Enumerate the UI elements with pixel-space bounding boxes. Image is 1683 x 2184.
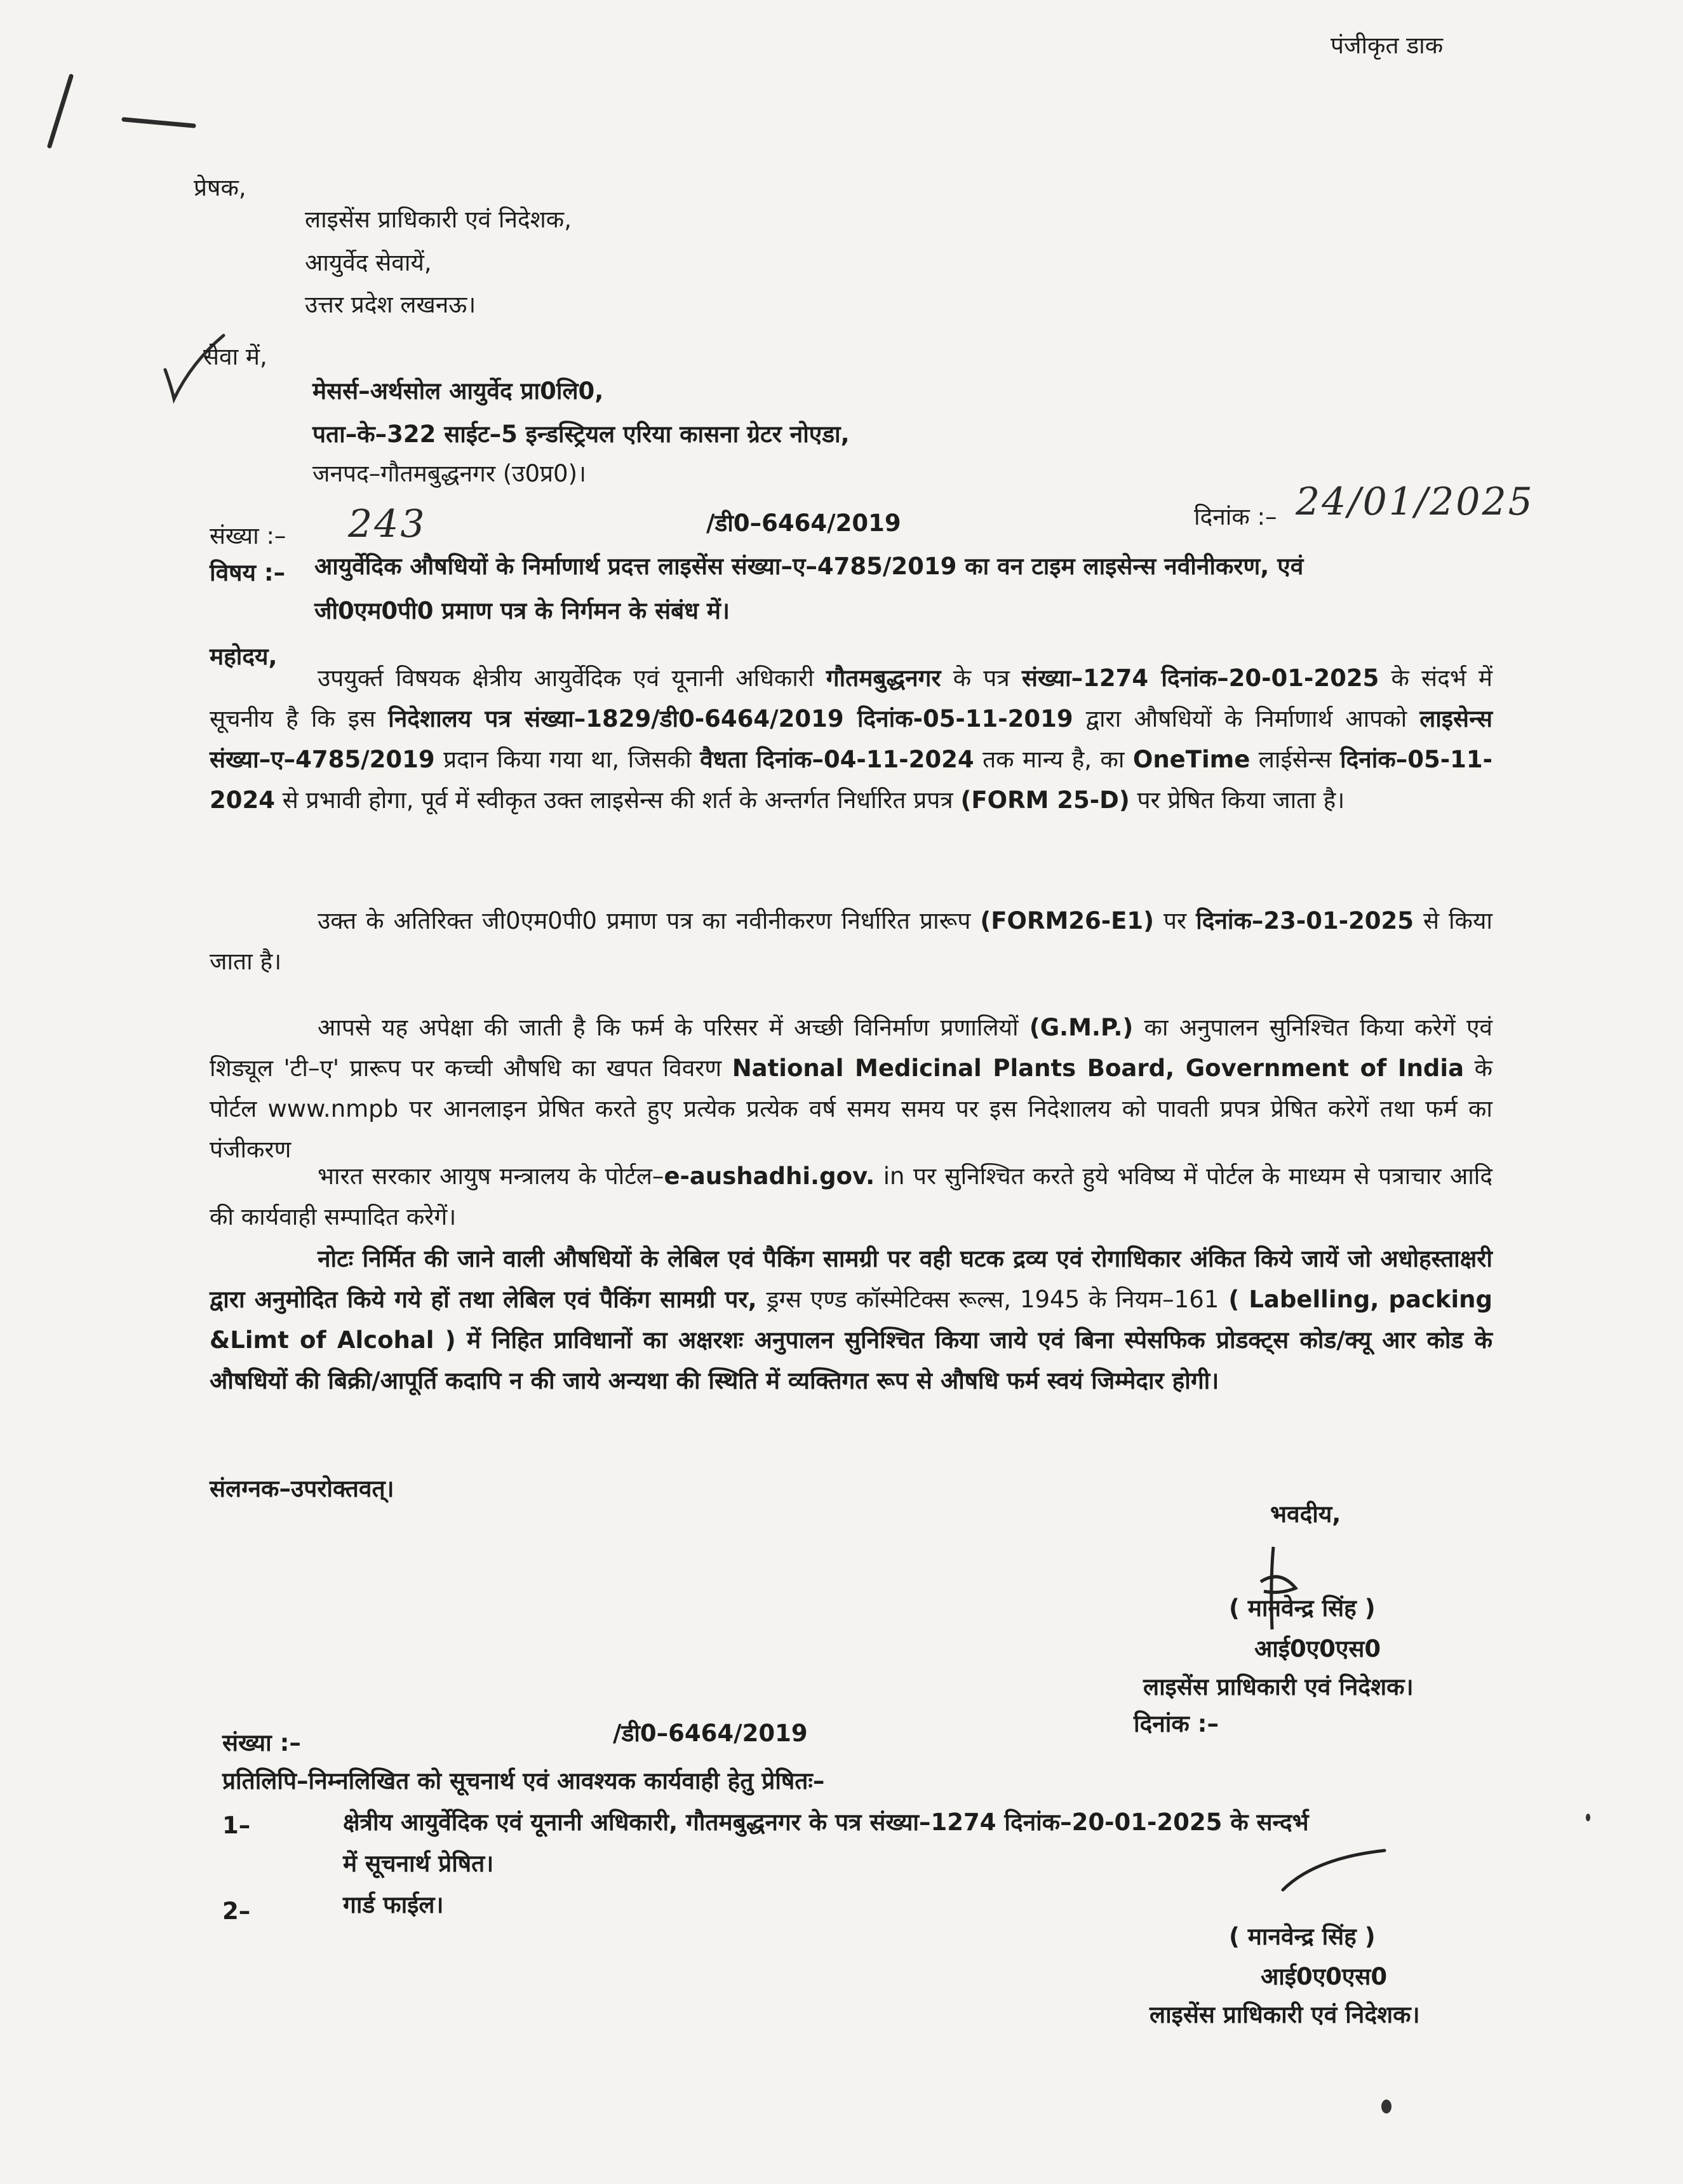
handwritten-reference-number: 243 [348, 502, 427, 546]
paragraph-segment: नोटः निर्मित की जाने वाली औषधियों के लेबिल एवं पैकिंग सामग्री पर वही घटक द्रव्य एवं रोगाधिकार अंकित किये जायें जो अधोहस्ताक्षरी द्वारा अनुमोदित किये गये हों तथा लेबिल एवं पैकिंग सामग्री पर, [210, 1245, 1492, 1313]
paragraph-segment: आपसे यह अपेक्षा की जाती है कि फर्म के परिसर में अच्छी विनिर्माण प्रणालियों [318, 1014, 1029, 1041]
sender-line1: लाइसेंस प्राधिकारी एवं निदेशक, [305, 206, 572, 233]
paragraph-segment: (G.M.P.) [1029, 1014, 1134, 1041]
subject-label: विषय :– [210, 559, 286, 586]
paragraph-segment: पर [1154, 907, 1197, 934]
copy-date-label: दिनांक :– [1134, 1710, 1219, 1737]
paragraph-segment: में निहित प्राविधानों का अक्षरशः अनुपालन सुनिश्चित किया जाये एवं बिना स्पेसफिक प्रोडक्ट्स कोड/क्यू आर कोड के औषधियों की बिक्री/आपूर्ति कदापि न की जाये अन्यथा की स्थिति में व्यक्तिगत रूप से औषधि फर्म स्वयं जिम्मेदार होगी। [210, 1326, 1492, 1394]
signatory-designation-copy: आई0ए0एस0 [1261, 1963, 1388, 1990]
date-label: दिनांक :– [1194, 503, 1277, 530]
recipient-line2: पता–के–322 साईट–5 इन्डस्ट्रियल एरिया कासना ग्रेटर नोएडा, [312, 421, 850, 448]
copy-item-number: 1– [222, 1812, 251, 1839]
paragraph-segment: के पत्र [941, 664, 1022, 692]
registered-post-label: पंजीकृत डाक [1331, 32, 1444, 59]
paragraph-segment: दिनांक–23-01-2025 [1196, 907, 1414, 934]
recipient-label: सेवा में, [203, 343, 267, 370]
recipient-line3: जनपद–गौतमबुद्धनगर (उ0प्र0)। [312, 460, 587, 487]
subject-line1: आयुर्वेदिक औषधियों के निर्माणार्थ प्रदत्त लाइसेंस संख्या–ए–4785/2019 का वन टाइम लाइसेन्स नवीनीकरण, एवं [314, 553, 1304, 580]
signatory-name-copy: ( मानवेन्द्र सिंह ) [1229, 1923, 1376, 1950]
subject-line2: जी0एम0पी0 प्रमाण पत्र के निर्गमन के संबंध में। [314, 597, 730, 624]
paragraph-segment: संख्या–1274 दिनांक–20-01-2025 [1021, 664, 1379, 692]
paragraph-segment: उक्त के अतिरिक्त जी0एम0पी0 प्रमाण पत्र का नवीनीकरण निर्धारित प्रारूप [318, 907, 981, 934]
paragraph-segment: से किया जाता है। [210, 907, 1493, 975]
copy-item-line: गार्ड फाईल। [343, 1891, 444, 1918]
pen-stroke-marks [38, 70, 203, 152]
paragraph-segment: का अनुपालन सुनिश्चित किया करेगें एवं शिड्यूल 'टी–ए' प्रारूप पर कच्ची औषधि का खपत विवरण [210, 1014, 1492, 1082]
note-paragraph [210, 1239, 1492, 1401]
paragraph-segment: National Medicinal Plants Board, Government of India [732, 1055, 1465, 1082]
signatory-title-copy: लाइसेंस प्राधिकारी एवं निदेशक। [1150, 2001, 1420, 2028]
sender-line3: उत्तर प्रदेश लखनऊ। [305, 291, 476, 318]
paragraph-segment: से प्रभावी होगा, पूर्व में स्वीकृत उक्त लाइसेन्स की शर्त के अन्तर्गत निर्धारित प्रपत्र [274, 786, 961, 814]
ink-speck [1381, 2100, 1391, 2113]
copy-item-line: क्षेत्रीय आयुर्वेदिक एवं यूनानी अधिकारी, गौतमबुद्धनगर के पत्र संख्या–1274 दिनांक–20-01-2025 के सन्दर्भ [343, 1809, 1309, 1836]
paragraph-segment: लाइसेन्स संख्या–ए–4785/2019 [210, 705, 1492, 773]
paragraph-segment: भारत सरकार आयुष मन्त्रालय के पोर्टल– [318, 1163, 664, 1190]
salutation: महोदय, [210, 643, 278, 670]
sender-label: प्रेषक, [194, 174, 246, 201]
paragraph-segment: गौतमबुद्धनगर [826, 664, 941, 692]
paragraph-segment: लाईसेन्स [1250, 746, 1341, 773]
reference-number-label: संख्या :– [210, 522, 286, 549]
signatory-name: ( मानवेन्द्र सिंह ) [1229, 1594, 1376, 1622]
body-paragraph-license [210, 658, 1492, 821]
paragraph-segment: के संदर्भ में सूचनीय है कि इस [210, 664, 1493, 732]
paragraph-segment: वैधता दिनांक–04-11-2024 [700, 746, 974, 773]
signatory-designation: आई0ए0एस0 [1254, 1635, 1381, 1662]
paragraph-segment: निदेशालय पत्र संख्या–1829/डी0-6464/2019 दिनांक-05-11-2019 [388, 705, 1073, 732]
paragraph-segment: OneTime [1132, 746, 1251, 773]
enclosure-line: संलग्नक–उपरोक्तवत्। [210, 1475, 394, 1502]
body-paragraph-portal [210, 1156, 1492, 1237]
recipient-line1: मेसर्स–अर्थसोल आयुर्वेद प्रा0लि0, [312, 377, 604, 405]
file-number: /डी0–6464/2019 [706, 509, 901, 537]
initial-stroke [1277, 1845, 1391, 1896]
copy-number-label: संख्या :– [222, 1729, 301, 1756]
copy-file-number: /डी0–6464/2019 [613, 1720, 808, 1747]
body-paragraph-expectation [210, 1008, 1492, 1170]
copy-item-number: 2– [222, 1898, 251, 1925]
paragraph-segment: के पोर्टल www.nmpb पर आनलाइन प्रेषित करते हुए प्रत्येक प्रत्येक वर्ष समय समय पर इस निदेशालय को पावती प्रपत्र प्रेषित करेगें तथा फर्म का पंजीकरण [210, 1055, 1492, 1163]
paragraph-segment: (FORM 25-D) [960, 786, 1130, 814]
paragraph-segment: प्रदान किया गया था, जिसकी [434, 746, 701, 773]
paragraph-segment: ड्रग्स एण्ड कॉस्मेटिक्स रूल्स, 1945 के नियम–161 [766, 1286, 1219, 1313]
paragraph-segment: ( Labelling, packing &Limt of Alcohal ) [210, 1286, 1492, 1354]
body-paragraph-gmp [210, 901, 1492, 982]
signatory-title: लाइसेंस प्राधिकारी एवं निदेशक। [1143, 1673, 1414, 1701]
closing-text: भवदीय, [1270, 1500, 1341, 1528]
copy-heading: प्रतिलिपि–निम्नलिखित को सूचनार्थ एवं आवश्यक कार्यवाही हेतु प्रेषितः– [222, 1767, 825, 1795]
copy-item-line: में सूचनार्थ प्रेषित। [343, 1850, 494, 1877]
paragraph-segment: उपयुर्क्त विषयक क्षेत्रीय आयुर्वेदिक एवं यूनानी अधिकारी [318, 664, 826, 692]
paragraph-segment: (FORM26-E1) [980, 907, 1155, 934]
paragraph-segment: द्वारा औषधियों के निर्माणार्थ आपको [1073, 705, 1420, 732]
paragraph-segment: पर प्रेषित किया जाता है। [1129, 786, 1345, 814]
paragraph-segment: दिनांक–05-11-2024 [210, 746, 1492, 814]
ink-speck [1586, 1814, 1590, 1821]
handwritten-date: 24/01/2025 [1296, 480, 1534, 524]
sender-line2: आयुर्वेद सेवायें, [305, 249, 432, 276]
paragraph-segment: e-aushadhi.gov. [664, 1163, 875, 1190]
paragraph-segment: तक मान्य है, का [974, 746, 1133, 773]
paragraph-segment: in पर सुनिश्चित करते हुये भविष्य में पोर्टल के माध्यम से पत्राचार आदि की कार्यवाही सम्पादित करेगें। [210, 1163, 1492, 1230]
